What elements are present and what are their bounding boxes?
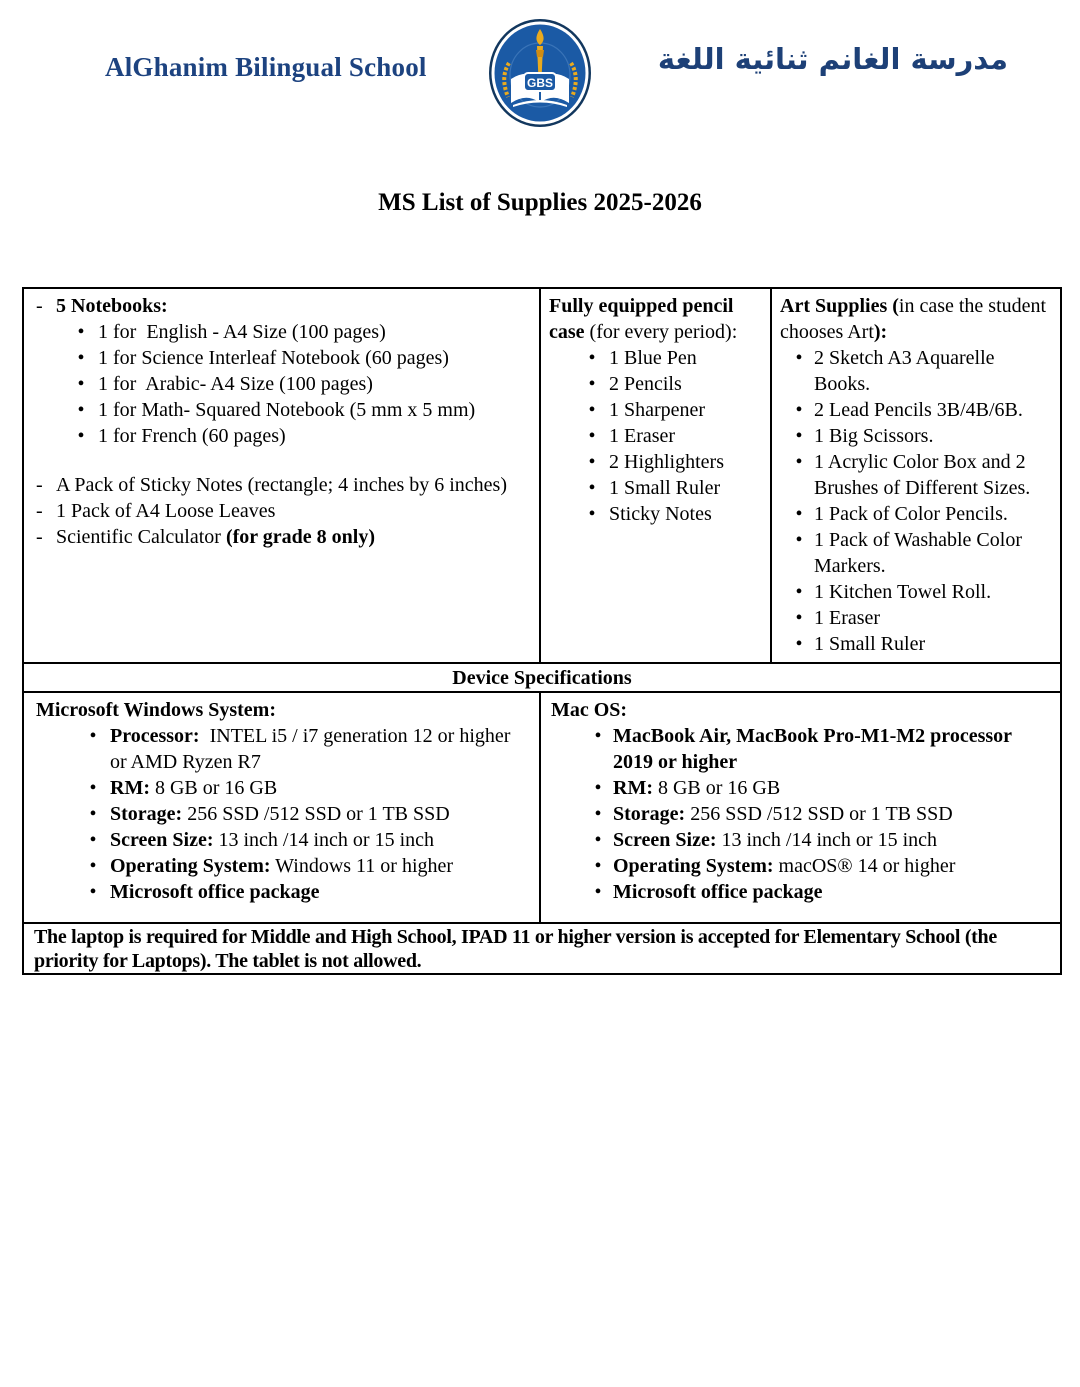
bullet-icon: •: [594, 777, 602, 799]
list-item: [551, 775, 1052, 801]
list-item-text: RM: 8 GB or 16 GB: [110, 777, 278, 799]
list-item: [780, 501, 1054, 527]
supplies-table: [22, 287, 1062, 975]
list-item-text: Microsoft office package: [110, 881, 320, 903]
list-item: [549, 371, 764, 397]
list-item-text: Microsoft office package: [613, 881, 823, 903]
bullet-icon: •: [594, 829, 602, 851]
list-item-text: 2 Sketch A3 Aquarelle Books.: [814, 347, 1000, 395]
school-name-english: AlGhanim Bilingual School: [105, 52, 427, 82]
list-item-text: 2 Lead Pencils 3B/4B/6B.: [814, 399, 1023, 421]
list-item-text: 1 Big Scissors.: [814, 425, 934, 447]
list-item: [780, 631, 1054, 657]
list-item-text: A Pack of Sticky Notes (rectangle; 4 inches by 6 inches): [56, 474, 507, 496]
list-item-text: 1 for English - A4 Size (100 pages): [98, 321, 386, 343]
list-item-text: Screen Size: 13 inch /14 inch or 15 inch: [110, 829, 435, 851]
list-item: [780, 579, 1054, 605]
list-item-text: Sticky Notes: [609, 503, 712, 525]
school-name-arabic: مدرسة الغانم ثنائية اللغة: [657, 42, 1008, 76]
list-item: [780, 527, 1054, 579]
list-item: [549, 423, 764, 449]
page-title: MS List of Supplies 2025-2026: [378, 189, 702, 216]
bullet-icon: •: [594, 881, 602, 903]
bullet-icon: •: [89, 881, 97, 903]
mac-specs-cell: [539, 693, 1060, 922]
dash-marker: -: [36, 526, 43, 548]
bullet-icon: •: [795, 451, 803, 473]
school-crest-icon: [487, 17, 593, 129]
list-item-text: 1 for French (60 pages): [98, 425, 286, 447]
list-item-text: 1 Small Ruler: [814, 633, 926, 655]
list-item-text: 1 for Math- Squared Notebook (5 mm x 5 mm): [98, 399, 476, 421]
list-item-text: 1 Pack of A4 Loose Leaves: [56, 500, 276, 522]
list-item: [780, 397, 1054, 423]
dash-marker: -: [36, 474, 43, 496]
bullet-icon: •: [588, 451, 596, 473]
device-specs-heading: Device Specifications: [452, 666, 632, 689]
list-item-text: MacBook Air, MacBook Pro-M1-M2 processor 2019 or higher: [613, 725, 1017, 773]
list-item-text: Screen Size: 13 inch /14 inch or 15 inch: [613, 829, 938, 851]
bullet-icon: •: [795, 607, 803, 629]
list-item: [549, 397, 764, 423]
list-item: [36, 801, 529, 827]
bullet-icon: •: [795, 347, 803, 369]
bullet-icon: •: [77, 373, 85, 395]
list-item: [780, 605, 1054, 631]
list-item-text: 1 Pack of Washable Color Markers.: [814, 529, 1027, 577]
list-item-text: 1 Eraser: [609, 425, 676, 447]
list-item-text: 1 Kitchen Towel Roll.: [814, 581, 992, 603]
bullet-icon: •: [594, 725, 602, 747]
bullet-icon: •: [77, 425, 85, 447]
list-item-text: 2 Pencils: [609, 373, 682, 395]
list-item: [36, 371, 529, 397]
list-item-text: 1 Acrylic Color Box and 2 Brushes of Different Sizes.: [814, 451, 1031, 499]
windows-specs-list: [36, 723, 529, 905]
list-item: [549, 345, 764, 371]
list-item-text: 1 Pack of Color Pencils.: [814, 503, 1008, 525]
bullet-icon: •: [795, 399, 803, 421]
list-item: [551, 723, 1052, 775]
device-specs-header-row: [24, 662, 1060, 691]
laptop-note-row: [24, 922, 1060, 973]
mac-specs-list: [551, 723, 1052, 905]
list-item-text: Scientific Calculator (for grade 8 only): [56, 526, 376, 548]
laptop-requirement-note: The laptop is required for Middle and High School, IPAD 11 or higher version is accepted for Elementary School (the priority for Laptops). The tablet is not allowed.: [34, 926, 997, 972]
list-item-text: Storage: 256 SSD /512 SSD or 1 TB SSD: [110, 803, 450, 825]
list-item-text: 1 Eraser: [814, 607, 881, 629]
list-item-text: 1 Sharpener: [609, 399, 706, 421]
bullet-icon: •: [795, 529, 803, 551]
notebooks-list: [36, 319, 529, 449]
bullet-icon: •: [89, 777, 97, 799]
list-item: [551, 853, 1052, 879]
logo-text: GBS: [526, 76, 554, 90]
mac-heading: Mac OS:: [551, 699, 628, 721]
list-item: [549, 449, 764, 475]
notebooks-heading: 5 Notebooks:: [56, 295, 168, 317]
bullet-icon: •: [89, 855, 97, 877]
list-item-text: Processor: INTEL i5 / i7 generation 12 or higher or AMD Ryzen R7: [110, 725, 516, 773]
bullet-icon: •: [795, 581, 803, 603]
bullet-icon: •: [594, 855, 602, 877]
list-item: [36, 853, 529, 879]
list-item: [36, 293, 529, 319]
bullet-icon: •: [594, 803, 602, 825]
bullet-icon: •: [89, 829, 97, 851]
school-logo-icon: [487, 17, 593, 129]
list-item: [36, 498, 529, 524]
art-supplies-cell: [770, 289, 1060, 662]
supplies-row: [24, 289, 1060, 662]
general-supplies-cell: [24, 289, 539, 662]
list-item: [36, 775, 529, 801]
bullet-icon: •: [588, 347, 596, 369]
bullet-icon: •: [77, 399, 85, 421]
art-supplies-list: [780, 345, 1054, 657]
extra-supplies-list: [36, 472, 529, 550]
art-supplies-heading: Art Supplies (in case the student chooses Art):: [780, 295, 1052, 343]
list-item-text: 1 Small Ruler: [609, 477, 721, 499]
list-item: [36, 397, 529, 423]
bullet-icon: •: [588, 373, 596, 395]
dash-marker: -: [36, 500, 43, 522]
bullet-icon: •: [795, 633, 803, 655]
list-item: [780, 345, 1054, 397]
device-specs-row: [24, 691, 1060, 922]
list-item: [36, 472, 529, 498]
list-item: [36, 345, 529, 371]
bullet-icon: •: [795, 503, 803, 525]
pencil-case-list: [549, 345, 764, 527]
list-item-text: 1 for Science Interleaf Notebook (60 pages): [98, 347, 449, 369]
list-item-text: Storage: 256 SSD /512 SSD or 1 TB SSD: [613, 803, 953, 825]
bullet-icon: •: [588, 477, 596, 499]
list-item: [36, 423, 529, 449]
list-item-text: 1 Blue Pen: [609, 347, 697, 369]
bullet-icon: •: [795, 425, 803, 447]
list-item: [551, 801, 1052, 827]
pencil-case-cell: [539, 289, 770, 662]
list-item: [549, 475, 764, 501]
list-item-text: RM: 8 GB or 16 GB: [613, 777, 781, 799]
document-header: [0, 0, 1080, 150]
windows-heading: Microsoft Windows System:: [36, 699, 276, 721]
list-item: [36, 524, 529, 550]
windows-specs-cell: [24, 693, 539, 922]
dash-marker: -: [36, 295, 43, 317]
list-item: [551, 879, 1052, 905]
bullet-icon: •: [89, 803, 97, 825]
list-item-text: 2 Highlighters: [609, 451, 724, 473]
list-item: [549, 501, 764, 527]
list-item: [36, 319, 529, 345]
list-item: [780, 449, 1054, 501]
list-item: [780, 423, 1054, 449]
bullet-icon: •: [77, 321, 85, 343]
bullet-icon: •: [588, 425, 596, 447]
list-item: [36, 879, 529, 905]
bullet-icon: •: [588, 503, 596, 525]
pencil-case-heading: Fully equipped pencil case (for every period):: [549, 295, 739, 343]
list-item: [36, 827, 529, 853]
list-item-text: Operating System: macOS® 14 or higher: [613, 855, 956, 877]
notebooks-heading-list: [36, 293, 529, 319]
bullet-icon: •: [89, 725, 97, 747]
list-item: [551, 827, 1052, 853]
list-item: [36, 723, 529, 775]
list-item-text: Operating System: Windows 11 or higher: [110, 855, 454, 877]
list-item-text: 1 for Arabic- A4 Size (100 pages): [98, 373, 373, 395]
spacer: [36, 449, 529, 472]
bullet-icon: •: [588, 399, 596, 421]
bullet-icon: •: [77, 347, 85, 369]
